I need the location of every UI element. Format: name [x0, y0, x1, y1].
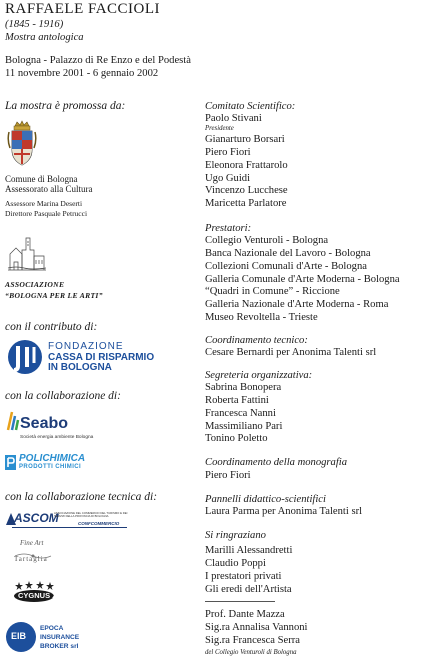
list-item: Piero Fiori [205, 146, 251, 158]
ascom-conf: CONFCOMMERCIO [78, 521, 120, 526]
list-item: Banca Nazionale del Lavoro - Bologna [205, 247, 371, 259]
list-item: Ugo Guidi [205, 172, 251, 184]
segreteria-heading: Segreteria organizzativa: [205, 370, 313, 381]
ascom-description: ASSOCIAZIONE DEL COMMERCIO DEL TURISMO E DEI SERVIZI DELLA PROVINCIA DI BOLOGNA [54, 512, 128, 519]
eib-line3: BROKER srl [40, 643, 79, 650]
president-name: Paolo Stivani [205, 113, 262, 124]
fondazione-logo-icon [7, 339, 45, 375]
seabo-tagline: Società energia ambiente Bologna [20, 435, 94, 440]
comitato-heading: Comitato Scientifico: [205, 101, 296, 112]
associazione-label: ASSOCIAZIONE [5, 280, 65, 289]
polichimica-name: POLICHIMICA [19, 453, 86, 464]
list-item: Massimiliano Pari [205, 420, 283, 432]
comune-name: Comune di Bologna [5, 174, 78, 184]
seabo-name: Seabo [20, 415, 69, 432]
monografia-heading: Coordinamento della monografia [205, 457, 348, 468]
exhibition-title: RAFFAELE FACCIOLI [5, 1, 161, 17]
fondazione-line1: FONDAZIONE [48, 341, 124, 352]
exhibition-dates: 11 novembre 2001 - 6 gennaio 2002 [5, 68, 159, 79]
contributo-heading: con il contributo di: [5, 321, 98, 333]
list-item: Gianarturo Borsari [205, 134, 285, 145]
seabo-mark-icon [6, 410, 20, 432]
list-item: Galleria Nazionale d'Arte Moderna - Roma [205, 299, 389, 311]
bologna-crest-icon [7, 120, 37, 170]
president-role: Presidente [205, 125, 234, 132]
prestatori-list [205, 234, 400, 324]
list-item: Vincenzo Lucchese [205, 185, 288, 197]
list-item: Francesca Nanni [205, 407, 276, 419]
list-item: Collegio Venturoli - Bologna [205, 235, 329, 246]
segreteria-list [205, 381, 282, 445]
final-list [205, 608, 308, 647]
ringraziano-list [205, 544, 292, 595]
coord-tecnico: Cesare Bernardi per Anonima Talenti srl [205, 347, 377, 358]
polichimica-tagline: PRODOTTI CHIMICI [19, 464, 82, 470]
eib-line1: EPOCA [40, 625, 64, 632]
list-item: “Quadri in Comune” - Riccione [205, 286, 340, 298]
coord-tecnico-heading: Coordinamento tecnico: [205, 335, 308, 346]
ascom-name: ASCOM [14, 511, 59, 525]
polichimica-mark-icon [5, 455, 16, 470]
cygnus-name: CYGNUS X [18, 591, 58, 600]
comitato-members [205, 133, 288, 210]
ringraziano-heading: Si ringraziano [205, 530, 266, 541]
ascom-underline [12, 527, 127, 528]
fineart-line1: Fine Art [20, 539, 44, 547]
tartaglia-ornament-icon [14, 547, 52, 555]
final-note: del Collegio Venturoli di Bologna [205, 649, 297, 656]
pannelli: Laura Parma per Anonima Talenti srl [205, 506, 363, 517]
direttore: Direttore Pasquale Petrucci [5, 209, 88, 218]
list-item: Tonino Poletto [205, 433, 268, 445]
comune-department: Assessorato alla Cultura [5, 184, 93, 194]
list-item: Maricetta Parlatore [205, 198, 287, 210]
list-item: Roberta Fattini [205, 394, 269, 406]
list-item: I prestatori privati [205, 570, 282, 582]
fondazione-line2: CASSA DI RISPARMIO [48, 351, 155, 363]
exhibition-subtitle: Mostra antologica [5, 32, 84, 43]
artist-years: (1845 - 1916) [5, 19, 64, 30]
list-item: Marilli Alessandretti [205, 545, 293, 556]
building-sketch-icon [6, 232, 48, 272]
eib-line2: INSURANCE [40, 634, 80, 641]
prestatori-heading: Prestatori: [205, 223, 252, 234]
list-item: Sig.ra Annalisa Vannoni [205, 621, 308, 633]
fineart-line2: Tartaglia [14, 555, 48, 563]
list-item: Eleonora Frattarolo [205, 159, 288, 171]
eib-mark: EIB [11, 631, 27, 641]
list-item: Gli eredi dell'Artista [205, 583, 292, 595]
assessore: Assessore Marina Deserti [5, 199, 83, 208]
pannelli-heading: Pannelli didattico-scientifici [205, 494, 326, 505]
list-item: Prof. Dante Mazza [205, 609, 285, 620]
promoted-heading: La mostra è promossa da: [5, 100, 126, 112]
list-item: Galleria Comunale d'Arte Moderna - Bologna [205, 273, 400, 285]
fondazione-line3: IN BOLOGNA [48, 362, 112, 373]
divider [205, 601, 275, 602]
collaborazione-heading: con la collaborazione di: [5, 390, 121, 402]
monografia: Piero Fiori [205, 470, 251, 481]
exhibition-venue: Bologna - Palazzo di Re Enzo e del Podestà [5, 55, 191, 66]
list-item: Museo Revoltella - Trieste [205, 312, 318, 324]
tecnica-heading: con la collaborazione tecnica di: [5, 491, 158, 503]
list-item: Collezioni Comunali d'Arte - Bologna [205, 260, 367, 272]
eib-name [40, 624, 79, 651]
list-item: Claudio Poppi [205, 557, 266, 569]
list-item: Sig.ra Francesca Serra [205, 634, 301, 646]
list-item: Sabrina Bonopera [205, 382, 282, 393]
fondazione-name [48, 342, 154, 374]
associazione-name: “BOLOGNA PER LE ARTI” [5, 291, 103, 300]
